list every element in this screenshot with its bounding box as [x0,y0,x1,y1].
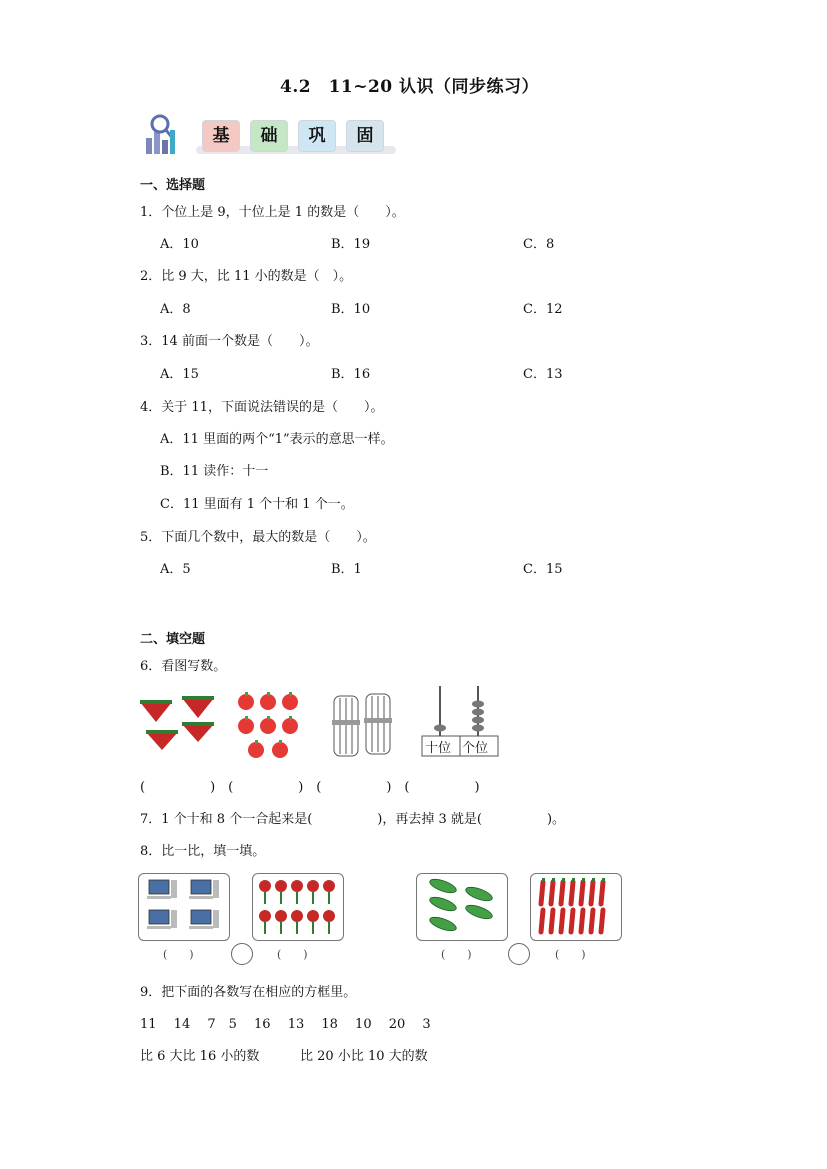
q3-option-a: A．15 [160,367,199,382]
q2-option-c: C．12 [523,302,563,317]
q3-stem: 3．14 前面一个数是（ ）。 [140,334,319,349]
compare-circle-1[interactable] [231,943,253,965]
watermelon-slices-icon [138,688,218,752]
cucumbers-icon [417,874,507,940]
page-title: 4.2 11~20 认识（同步练习） [280,77,540,97]
q4-option-c: C．11 里面有 1 个十和 1 个一。 [160,497,354,512]
stick-bundles-icon [328,690,398,758]
q9-label-2: 比 20 小比 10 大的数 [300,1049,428,1064]
computers-panel [138,873,230,941]
q6-answer-blanks: ( ) ( ) ( ) ( ) [140,780,480,795]
q9-stem: 9．把下面的各数写在相应的方框里。 [140,985,357,1000]
abacus-tens-label: 十位 [425,741,452,756]
q4-stem: 4．关于 11，下面说法错误的是（ ）。 [140,400,384,415]
cucumbers-count-blank: ( ) [441,948,472,961]
q3-option-c: C．13 [523,367,563,382]
computers-icon [139,874,229,940]
computers-count-blank: ( ) [163,948,194,961]
section-heading-choice: 一、选择题 [140,178,206,193]
q5-stem: 5．下面几个数中，最大的数是（ ）。 [140,530,376,545]
peppers-count-blank: ( ) [555,948,586,961]
q7-stem: 7．1 个十和 8 个一合起来是( )，再去掉 3 就是( )。 [140,812,566,827]
abacus-ones-label: 个位 [462,741,489,756]
q9-numbers: 11 14 7 5 16 13 18 10 20 3 [140,1017,431,1032]
banner-tile-4: 固 [346,120,384,152]
q2-stem: 2．比 9 大，比 11 小的数是（ ）。 [140,269,353,284]
q1-option-c: C．8 [523,237,555,252]
cucumbers-panel [416,873,508,941]
compare-circle-2[interactable] [508,943,530,965]
q2-option-a: A．8 [160,302,191,317]
flowers-panel [252,873,344,941]
chili-peppers-icon [531,874,621,940]
q4-option-a: A．11 里面的两个“1”表示的意思一样。 [160,432,394,447]
apples-icon [236,688,302,760]
banner-tile-2: 础 [250,120,288,152]
q9-label-1: 比 6 大比 16 小的数 [140,1049,260,1064]
q1-stem: 1．个位上是 9，十位上是 1 的数是（ ）。 [140,205,405,220]
peppers-panel [530,873,622,941]
q1-option-b: B．19 [331,237,371,252]
q3-option-b: B．16 [331,367,371,382]
magnifier-chart-icon [140,110,188,162]
q5-option-c: C．15 [523,562,563,577]
q5-option-b: B．1 [331,562,362,577]
section-banner [140,110,400,162]
q4-option-b: B．11 读作：十一 [160,464,269,479]
q2-option-b: B．10 [331,302,371,317]
q8-stem: 8．比一比，填一填。 [140,844,266,859]
banner-tile-3: 巩 [298,120,336,152]
section-heading-fill: 二、填空题 [140,632,206,647]
q6-stem: 6．看图写数。 [140,659,227,674]
banner-tile-1: 基 [202,120,240,152]
flowers-icon [253,874,343,940]
q1-option-a: A．10 [160,237,199,252]
flowers-count-blank: ( ) [277,948,308,961]
q5-option-a: A．5 [160,562,191,577]
